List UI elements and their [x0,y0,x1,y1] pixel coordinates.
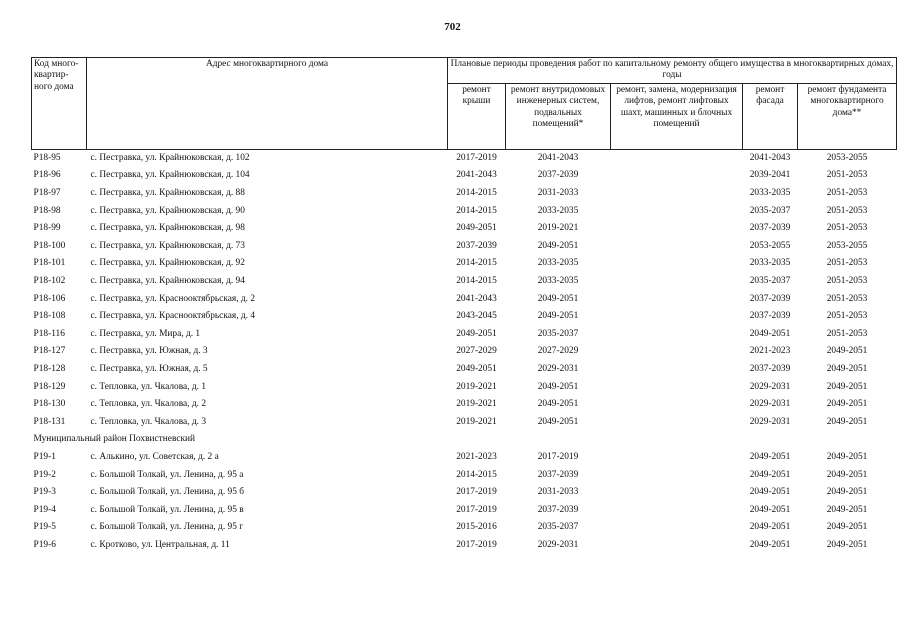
table-row [32,149,897,167]
row-elevators [611,167,743,185]
table-row [32,167,897,185]
row-foundation: 2051-2053 [826,205,868,216]
row-foundation: 2049-2051 [826,451,868,462]
table-header [32,58,897,150]
row-code: P18-129 [33,381,66,392]
row-facade: 2041-2043 [749,152,791,163]
table-body-pokhvistnevsky [32,449,897,555]
row-foundation: 2051-2053 [826,328,868,339]
table-row [32,255,897,273]
page-number: 702 [444,21,461,33]
row-elevators [611,255,743,273]
table-row [32,484,897,502]
header-facade: ремонт фасада [743,83,798,149]
table-row [32,502,897,520]
row-elevators [611,449,743,467]
row-foundation: 2049-2051 [826,469,868,480]
row-foundation: 2053-2055 [826,152,868,163]
row-elevators [611,396,743,414]
row-foundation: 2049-2051 [826,522,868,533]
row-facade: 2049-2051 [749,451,791,462]
row-facade: 2049-2051 [749,487,791,498]
row-elevators [611,326,743,344]
row-elevators [611,502,743,520]
row-code: P18-101 [33,258,66,269]
row-code: P18-98 [33,205,61,216]
table-row [32,273,897,291]
row-facade: 2039-2041 [749,170,791,181]
row-address: с. Пестравка, ул. Крайнюковская, д. 92 [90,258,245,269]
row-foundation: 2049-2051 [826,363,868,374]
table-body-pestravka [32,149,897,431]
row-roof: 2014-2015 [456,258,497,269]
row-engineering: 2033-2035 [537,205,579,216]
row-address: с. Пестравка, ул. Крайнюковская, д. 98 [90,223,245,234]
row-foundation: 2049-2051 [826,504,868,515]
row-address: с. Большой Толкай, ул. Ленина, д. 95 а [90,469,244,480]
table-row [32,203,897,221]
row-roof: 2019-2021 [456,399,497,410]
row-code: P18-127 [33,346,66,357]
row-engineering: 2049-2051 [537,311,579,322]
row-address: с. Большой Толкай, ул. Ленина, д. 95 в [90,504,244,515]
row-roof: 2049-2051 [456,223,497,234]
row-address: с. Пестравка, ул. Крайнюковская, д. 73 [90,240,245,251]
row-elevators [611,308,743,326]
row-foundation: 2049-2051 [826,346,868,357]
row-code: P18-130 [33,399,66,410]
row-facade: 2029-2031 [749,416,791,427]
header-periods: Плановые периоды проведения работ по капитальному ремонту общего имущества в многоквартирных домах, годы [448,58,897,84]
row-code: P18-108 [33,311,66,322]
row-address: с. Тепловка, ул. Чкалова, д. 3 [90,416,207,427]
row-address: с. Кротково, ул. Центральная, д. 11 [90,539,230,550]
row-facade: 2037-2039 [749,293,791,304]
row-facade: 2049-2051 [749,522,791,533]
row-code: P19-1 [33,451,56,462]
row-facade: 2037-2039 [749,311,791,322]
row-foundation: 2053-2055 [826,240,868,251]
row-engineering: 2035-2037 [537,328,579,339]
row-facade: 2053-2055 [749,240,791,251]
row-roof: 2021-2023 [456,451,497,462]
header-code: Код много-квартир-ного дома [32,58,87,150]
row-code: P18-100 [33,240,66,251]
row-foundation: 2051-2053 [826,258,868,269]
row-engineering: 2017-2019 [537,451,579,462]
row-engineering: 2049-2051 [537,416,579,427]
row-roof: 2014-2015 [456,275,497,286]
row-elevators [611,537,743,555]
row-engineering: 2019-2021 [537,223,579,234]
row-address: с. Пестравка, ул. Краснооктябрьская, д. 4 [90,311,256,322]
row-foundation: 2051-2053 [826,311,868,322]
row-foundation: 2049-2051 [826,487,868,498]
row-code: P18-116 [33,328,65,339]
group-title: Муниципальный район Похвистневский [33,434,196,445]
capital-repair-table [31,57,897,554]
row-roof: 2049-2051 [456,328,497,339]
table-row [32,220,897,238]
row-foundation: 2049-2051 [826,539,868,550]
row-roof: 2017-2019 [456,152,497,163]
row-engineering: 2027-2029 [537,346,579,357]
row-address: с. Пестравка, ул. Крайнюковская, д. 104 [90,170,250,181]
row-code: P18-95 [33,152,61,163]
row-roof: 2015-2016 [456,522,497,533]
row-facade: 2029-2031 [749,399,791,410]
row-foundation: 2051-2053 [826,293,868,304]
row-code: P18-96 [33,170,61,181]
row-code: P19-5 [33,522,56,533]
row-facade: 2035-2037 [749,275,791,286]
row-roof: 2043-2045 [456,311,497,322]
row-address: с. Пестравка, ул. Краснооктябрьская, д. 2 [90,293,256,304]
row-engineering: 2031-2033 [537,188,579,198]
header-foundation: ремонт фундамента многоквартирного дома** [798,83,897,149]
row-facade: 2033-2035 [749,258,791,269]
row-foundation: 2049-2051 [826,381,868,392]
row-elevators [611,203,743,221]
row-roof: 2049-2051 [456,363,497,374]
row-roof: 2041-2043 [456,170,497,181]
row-address: с. Большой Толкай, ул. Ленина, д. 95 г [90,522,244,533]
row-facade: 2029-2031 [749,381,791,392]
row-roof: 2014-2015 [456,205,497,216]
table-row [32,537,897,555]
row-code: P18-128 [33,363,66,374]
row-engineering: 2037-2039 [537,469,579,480]
table-group [32,431,897,449]
row-code: P19-4 [33,504,56,515]
table-row [32,467,897,485]
row-elevators [611,343,743,361]
table-row [32,396,897,414]
row-address: с. Пестравка, ул. Южная, д. 3 [90,346,208,357]
row-engineering: 2031-2033 [537,487,579,498]
row-code: P18-131 [33,416,66,427]
row-code: P19-3 [33,487,56,498]
row-address: с. Пестравка, ул. Южная, д. 5 [90,363,208,374]
row-elevators [611,414,743,432]
table-row [32,414,897,432]
row-address: с. Большой Толкай, ул. Ленина, д. 95 б [90,487,244,498]
row-address: с. Пестравка, ул. Крайнюковская, д. 88 [90,188,245,198]
row-foundation: 2049-2051 [826,399,868,410]
row-engineering: 2029-2031 [537,539,579,550]
row-roof: 2027-2029 [456,346,497,357]
header-engineering: ремонт внутридомовых инженерных систем, подвальных помещений* [506,83,611,149]
row-roof: 2017-2019 [456,504,497,515]
header-roof: ремонт крыши [448,83,506,149]
header-address: Адрес многоквартирного дома [87,58,448,150]
table-row [32,343,897,361]
row-engineering: 2041-2043 [537,152,579,163]
row-foundation: 2049-2051 [826,416,868,427]
row-engineering: 2037-2039 [537,504,579,515]
row-roof: 2017-2019 [456,487,497,498]
row-elevators [611,379,743,397]
row-facade: 2049-2051 [749,539,791,550]
row-address: с. Алькино, ул. Советская, д. 2 а [90,451,219,462]
row-address: с. Пестравка, ул. Крайнюковская, д. 90 [90,205,245,216]
row-elevators [611,519,743,537]
table-row [32,291,897,309]
table-row [32,308,897,326]
row-facade: 2037-2039 [749,223,791,234]
row-engineering: 2049-2051 [537,399,579,410]
row-engineering: 2033-2035 [537,275,579,286]
row-address: с. Тепловка, ул. Чкалова, д. 1 [90,381,207,392]
row-roof: 2017-2019 [456,539,497,550]
row-engineering: 2035-2037 [537,522,579,533]
row-roof: 2014-2015 [456,469,497,480]
row-roof: 2019-2021 [456,416,497,427]
row-foundation: 2051-2053 [826,170,868,181]
row-address: с. Пестравка, ул. Мира, д. 1 [90,328,201,339]
row-elevators [611,467,743,485]
row-elevators [611,185,743,203]
row-elevators [611,220,743,238]
row-facade: 2049-2051 [749,504,791,515]
row-roof: 2037-2039 [456,240,497,251]
row-facade: 2049-2051 [749,328,791,339]
row-code: P18-97 [33,188,61,198]
row-code: P18-99 [33,223,61,234]
row-facade: 2021-2023 [749,346,791,357]
row-facade: 2037-2039 [749,363,791,374]
row-elevators [611,273,743,291]
table-row [32,185,897,203]
row-roof: 2041-2043 [456,293,497,304]
row-engineering: 2037-2039 [537,170,579,181]
capital-repair-table-sheet [31,57,896,554]
row-elevators [611,149,743,167]
row-foundation: 2051-2053 [826,223,868,234]
row-address: с. Пестравка, ул. Крайнюковская, д. 102 [90,152,250,163]
row-code: P19-6 [33,539,56,550]
row-elevators [611,238,743,256]
row-elevators [611,361,743,379]
row-roof: 2014-2015 [456,188,497,198]
table-row [32,326,897,344]
row-engineering: 2049-2051 [537,240,579,251]
header-elevators: ремонт, замена, модернизация лифтов, ремонт лифтовых шахт, машинных и блочных помещений [611,83,743,149]
row-elevators [611,291,743,309]
table-row [32,379,897,397]
row-facade: 2049-2051 [749,469,791,480]
row-engineering: 2049-2051 [537,293,579,304]
row-roof: 2019-2021 [456,381,497,392]
table-row [32,449,897,467]
row-facade: 2035-2037 [749,205,791,216]
row-facade: 2033-2035 [749,188,791,198]
row-code: P18-106 [33,293,66,304]
row-foundation: 2051-2053 [826,275,868,286]
row-elevators [611,484,743,502]
row-address: с. Тепловка, ул. Чкалова, д. 2 [90,399,207,410]
row-address: с. Пестравка, ул. Крайнюковская, д. 94 [90,275,245,286]
row-engineering: 2033-2035 [537,258,579,269]
row-engineering: 2029-2031 [537,363,579,374]
table-row [32,361,897,379]
row-foundation: 2051-2053 [826,188,868,198]
table-row [32,519,897,537]
row-engineering: 2049-2051 [537,381,579,392]
table-row [32,238,897,256]
row-code: P18-102 [33,275,66,286]
row-code: P19-2 [33,469,56,480]
